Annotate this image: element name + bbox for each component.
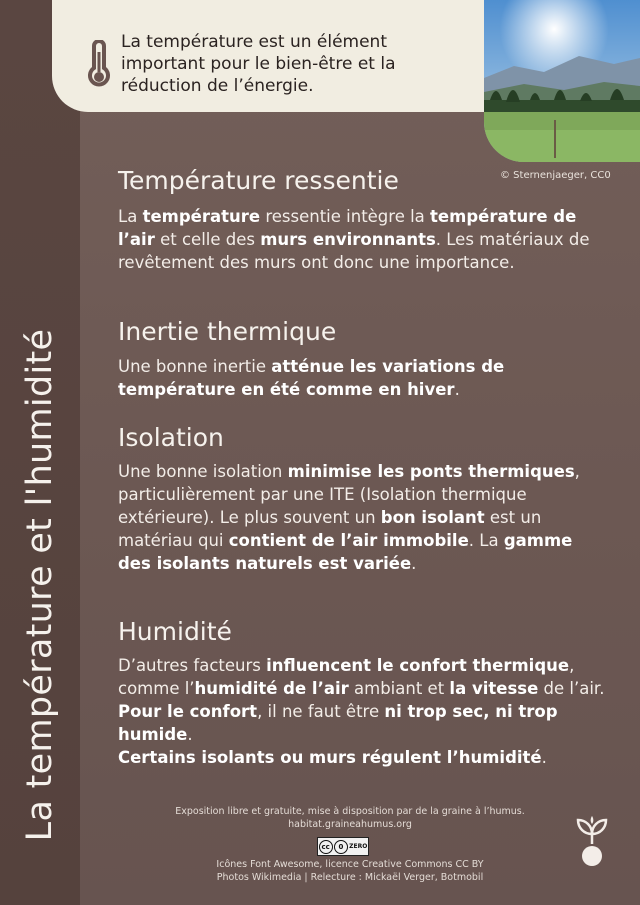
body-text: D’autres facteurs	[118, 656, 267, 675]
photo-credit: © Sternenjaeger, CC0	[500, 170, 611, 181]
cc-zero-badge	[317, 837, 369, 856]
body-text: , il ne faut être	[257, 702, 385, 721]
body-text: .	[187, 725, 193, 744]
emphasis-text: minimise les ponts thermiques	[287, 462, 575, 481]
emphasis-text: bon isolant	[380, 508, 485, 527]
body-text: et celle des	[154, 230, 261, 249]
sprout-logo-icon	[574, 814, 610, 870]
zero-icon: 0	[334, 840, 348, 854]
vertical-title: La température et l'humidité	[20, 328, 60, 842]
emphasis-text: Pour le confort	[118, 702, 258, 721]
body-text: .	[411, 554, 417, 573]
emphasis-text: ni trop sec, ni trop humide	[118, 702, 558, 744]
section-body-inertie	[118, 355, 558, 401]
cc-icon: cc	[319, 840, 333, 854]
body-text: est un matériau qui	[118, 508, 542, 550]
emphasis-text: la vitesse	[449, 679, 539, 698]
section-body-humidite	[118, 654, 610, 769]
thermometer-icon	[86, 40, 112, 88]
cc-zero-label: ZERO	[349, 843, 368, 850]
body-text: de l’air.	[538, 679, 605, 698]
landscape-photo	[484, 0, 640, 162]
emphasis-text: Certains isolants ou murs régulent l’humidité	[118, 748, 542, 767]
body-text: Une bonne isolation	[118, 462, 288, 481]
body-text: ressentie intègre la	[260, 207, 431, 226]
emphasis-text: murs environnants	[260, 230, 436, 249]
emphasis-text: humidité de l’air	[194, 679, 349, 698]
emphasis-text: température	[142, 207, 261, 226]
intro-text: La température est un élément important pour le bien-être et la réduction de l’énergie.	[121, 32, 396, 96]
section-title-inertie: Inertie thermique	[118, 317, 337, 346]
emphasis-text: contient de l’air immobile	[228, 531, 469, 550]
section-title-humidite: Humidité	[118, 617, 232, 646]
body-text: .	[541, 748, 547, 767]
body-text: , particulièrement par une ITE (Isolation thermique extérieure). Le plus souvent un	[118, 462, 580, 527]
body-text: . Les matériaux de revêtement des murs ont donc une importance.	[118, 230, 590, 272]
emphasis-text: température de l’air	[118, 207, 577, 249]
emphasis-text: gamme des isolants naturels est variée	[118, 531, 573, 573]
footer-icons-licence: Icônes Font Awesome, licence Creative Commons CC BY	[216, 859, 484, 870]
footer-photos-credits: Photos Wikimedia | Relecture : Mickaël Verger, Botmobil	[216, 872, 484, 883]
footer-exposition: Exposition libre et gratuite, mise à disposition par de la graine à l’humus.	[175, 806, 525, 817]
body-text: . La	[468, 531, 504, 550]
body-text: La	[118, 207, 143, 226]
footer-website[interactable]: habitat.graineahumus.org	[288, 819, 412, 830]
body-text: , comme l’	[118, 656, 575, 698]
emphasis-text: atténue les variations de température en été comme en hiver	[118, 357, 505, 399]
body-text: Une bonne inertie	[118, 357, 272, 376]
body-text: ambiant et	[348, 679, 450, 698]
emphasis-text: influencent le confort thermique	[266, 656, 570, 675]
body-text: .	[454, 380, 460, 399]
section-body-temperature	[118, 205, 618, 274]
section-title-temperature: Température ressentie	[118, 166, 399, 195]
section-title-isolation: Isolation	[118, 423, 224, 452]
section-body-isolation	[118, 460, 608, 575]
